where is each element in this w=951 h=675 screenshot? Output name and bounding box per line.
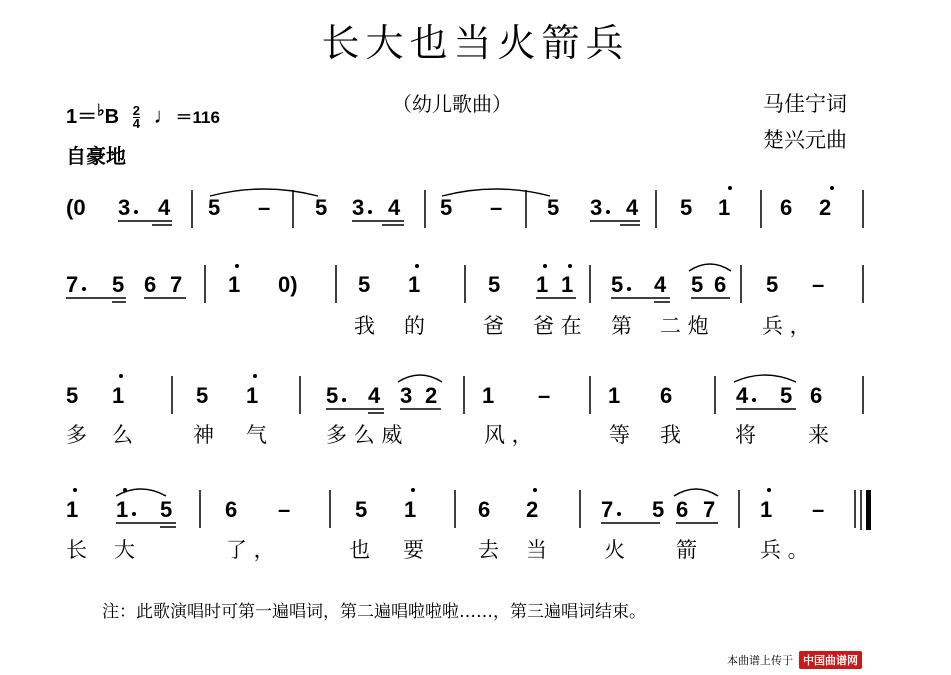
tempo: ＝116 (175, 108, 220, 127)
note: 0) (278, 272, 298, 297)
note: 1 (718, 195, 731, 220)
note: 6 (714, 272, 727, 297)
octave-dot (627, 287, 631, 291)
note: 1 (116, 497, 129, 522)
octave-dot (73, 488, 77, 492)
song-title: 长大也当火箭兵 (321, 21, 630, 65)
note: 7 (601, 497, 614, 522)
note: (0 (66, 195, 86, 220)
note: 6 (660, 383, 673, 408)
note: 4 (388, 195, 401, 220)
time-top: 2 (132, 103, 140, 119)
note: 5 (488, 272, 501, 297)
note: 5 (66, 383, 79, 408)
note: 6 (780, 195, 793, 220)
note: 6 (225, 497, 238, 522)
note: 2 (819, 195, 832, 220)
octave-dot (617, 512, 621, 516)
slur (734, 375, 796, 382)
octave-dot (543, 264, 547, 268)
lyric-syllable: 长 (66, 538, 87, 562)
note: 3 (590, 195, 603, 220)
lyric-syllable: 去 (478, 538, 499, 562)
note: 2 (425, 383, 438, 408)
note: 1 (561, 272, 574, 297)
note: 5 (652, 497, 665, 522)
lyric-syllable: 要 (403, 538, 424, 562)
lyric-syllable: 多 么 威 (326, 423, 403, 447)
note: 2 (526, 497, 539, 522)
octave-dot (82, 287, 86, 291)
note: 5 (691, 272, 704, 297)
lyric-syllable: 大 (114, 538, 135, 562)
note: 6 (676, 497, 689, 522)
note: 1 (536, 272, 549, 297)
note: 1 (112, 383, 125, 408)
lyricist-credit: 马佳宁词 (763, 92, 847, 116)
quarter-note-icon: ♩ (153, 103, 176, 128)
note: 3 (118, 195, 131, 220)
octave-dot (134, 210, 138, 214)
octave-dot (415, 264, 419, 268)
octave-dot (235, 264, 239, 268)
note: 5 (611, 272, 624, 297)
lyric-syllable: 多 (66, 423, 87, 447)
key-tonic: 1＝ (66, 106, 98, 128)
note: 7 (170, 272, 183, 297)
slur (674, 489, 718, 496)
slur (398, 375, 442, 382)
note: 1 (246, 383, 259, 408)
note: 4 (654, 272, 667, 297)
lyric-syllable: 神 (193, 423, 214, 447)
note: 5 (112, 272, 125, 297)
performance-note: 注：此歌演唱时可第一遍唱词，第二遍唱啦啦啦……，第三遍唱词结束。 (102, 602, 646, 622)
upload-footer (727, 651, 862, 669)
note: 5 (326, 383, 339, 408)
note: – (490, 195, 503, 220)
octave-dot (119, 374, 123, 378)
note: 5 (208, 195, 221, 220)
octave-dot (568, 264, 572, 268)
note: 6 (144, 272, 157, 297)
lyric-syllable: 将 (735, 423, 756, 447)
lyric-syllable: 我 (660, 423, 681, 447)
note: 3 (400, 383, 413, 408)
note: 1 (408, 272, 421, 297)
lyric-syllable: 的 (404, 314, 425, 338)
lyric-syllable: 爸 在 (533, 314, 582, 338)
lyric-syllable: 当 (526, 538, 547, 562)
note: 4 (158, 195, 171, 220)
octave-dot (123, 488, 127, 492)
lyric-syllable: 箭 (676, 538, 697, 562)
octave-dot (253, 374, 257, 378)
lyric-syllable: 二 炮 (660, 314, 709, 338)
note: 4 (736, 383, 749, 408)
octave-dot (728, 186, 732, 190)
lyric-syllable: 兵 。 (760, 538, 809, 562)
note: 5 (160, 497, 173, 522)
octave-dot (606, 210, 610, 214)
note: – (812, 497, 825, 522)
lyric-syllable: 等 (609, 423, 630, 447)
lyric-syllable: 爸 (483, 314, 504, 338)
lyric-syllable: 也 (349, 538, 370, 562)
octave-dot (132, 512, 136, 516)
note: 5 (766, 272, 779, 297)
octave-dot (342, 398, 346, 402)
note: 5 (358, 272, 371, 297)
note: 7 (703, 497, 716, 522)
note: 5 (780, 383, 793, 408)
lyric-syllable: 了 ， (226, 538, 275, 562)
note: 5 (680, 195, 693, 220)
lyric-syllable: 第 (611, 314, 632, 338)
note: 1 (608, 383, 621, 408)
expression-mark: 自豪地 (66, 144, 126, 168)
flat-sign: ♭ (97, 102, 105, 120)
octave-dot (767, 488, 771, 492)
key-note: B (104, 106, 120, 128)
lyric-syllable: 来 (808, 423, 829, 447)
note: 1 (66, 497, 79, 522)
note: 1 (228, 272, 241, 297)
note: – (258, 195, 271, 220)
note: – (538, 383, 551, 408)
octave-dot (368, 210, 372, 214)
upload-text: 本曲谱上传于 (727, 654, 793, 667)
note: 5 (355, 497, 368, 522)
octave-dot (752, 398, 756, 402)
composer-credit: 楚兴元曲 (763, 128, 847, 152)
final-barline-thick (866, 490, 871, 530)
note: 6 (478, 497, 491, 522)
note: 3 (352, 195, 365, 220)
octave-dot (533, 488, 537, 492)
note: 1 (482, 383, 495, 408)
note: 5 (547, 195, 560, 220)
note: 4 (368, 383, 381, 408)
lyric-syllable: 火 (604, 538, 625, 562)
site-logo: 中国曲谱网 (799, 651, 862, 669)
lyric-syllable: 风 ， (484, 423, 533, 447)
song-subtitle: （幼儿歌曲） (392, 92, 512, 116)
lyric-syllable: 么 (112, 423, 133, 447)
note: – (812, 272, 825, 297)
lyric-syllable: 兵 ， (762, 314, 811, 338)
note: 6 (810, 383, 823, 408)
note: 5 (440, 195, 453, 220)
octave-dot (411, 488, 415, 492)
slur (689, 264, 731, 271)
octave-dot (830, 186, 834, 190)
note: 1 (404, 497, 417, 522)
note: – (278, 497, 291, 522)
note: 4 (626, 195, 639, 220)
note: 1 (760, 497, 773, 522)
time-bottom: 4 (132, 116, 140, 132)
lyric-syllable: 气 (246, 423, 267, 447)
note: 7 (66, 272, 79, 297)
note: 5 (315, 195, 328, 220)
note: 5 (196, 383, 209, 408)
lyric-syllable: 我 (354, 314, 375, 338)
